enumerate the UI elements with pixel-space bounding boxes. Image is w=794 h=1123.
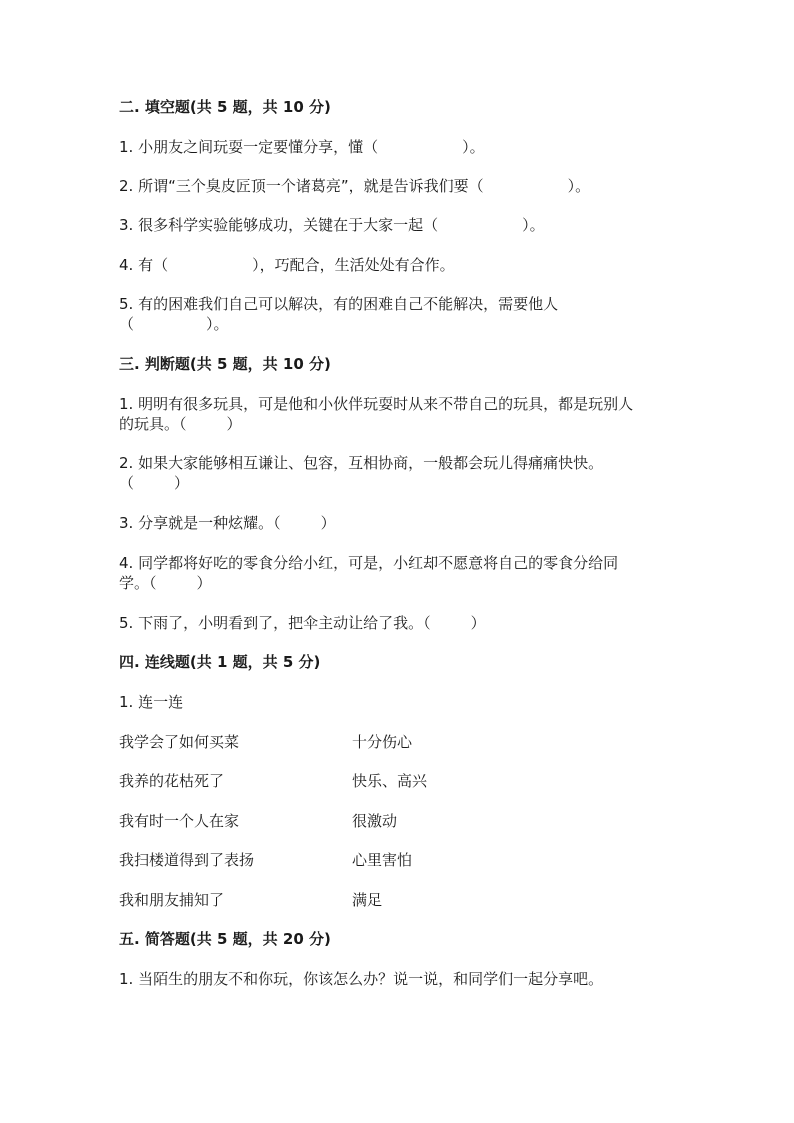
judge-question-4-line-2 [119, 573, 212, 593]
judge-question-3-end: ） [320, 514, 336, 532]
fill-question-1 [119, 137, 485, 157]
fill-question-3-text: 3. 很多科学实验能够成功，关键在于大家一起（ [119, 216, 439, 234]
judge-question-5-end: ） [470, 614, 486, 632]
match-left-item[interactable]: 我有时一个人在家 [119, 812, 240, 830]
fill-question-2 [119, 176, 590, 196]
short-answer-question-1: 1. 当陌生的朋友不和你玩，你该怎么办？说一说，和同学们一起分享吧。 [119, 970, 604, 988]
fill-question-3-end: ）。 [522, 216, 545, 234]
fill-question-2-end: ）。 [567, 177, 591, 195]
match-right-item[interactable]: 满足 [352, 891, 383, 909]
fill-question-4-end: ），巧配合，生活处处有合作。 [252, 256, 455, 274]
match-right-item[interactable]: 快乐、高兴 [352, 772, 428, 790]
fill-question-5-open: （ [119, 315, 135, 333]
judge-question-1-text: 的玩具。（ [119, 415, 187, 433]
section-3-heading: 三. 判断题(共 5 题，共 10 分) [119, 355, 331, 373]
judge-question-3 [119, 513, 336, 533]
match-left-item[interactable]: 我养的花枯死了 [119, 772, 225, 790]
fill-question-2-text: 2. 所谓“三个臭皮匠顶一个诸葛亮”，就是告诉我们要（ [119, 177, 484, 195]
match-right-item[interactable]: 很激动 [352, 812, 398, 830]
match-left-item[interactable]: 我扫楼道得到了表扬 [119, 851, 255, 869]
section-5-heading: 五. 简答题(共 5 题，共 20 分) [119, 930, 331, 948]
judge-question-5 [119, 613, 486, 633]
judge-question-1-end: ） [226, 415, 242, 433]
match-right-item[interactable]: 心里害怕 [352, 851, 413, 869]
judge-question-4-end: ） [196, 574, 212, 592]
section-4-heading: 四. 连线题(共 1 题，共 5 分) [119, 653, 321, 671]
judge-question-1-line-2 [119, 414, 242, 434]
fill-question-1-end: ）。 [462, 138, 485, 156]
fill-question-3 [119, 215, 545, 235]
section-2-heading: 二. 填空题(共 5 题，共 10 分) [119, 98, 331, 116]
judge-question-1-line-1: 1. 明明有很多玩具，可是他和小伙伴玩耍时从来不带自己的玩具，都是玩别人 [119, 395, 634, 413]
judge-question-2-line-1: 2. 如果大家能够相互谦让、包容，互相协商，一般都会玩儿得痛痛快快。 [119, 454, 604, 472]
match-right-item[interactable]: 十分伤心 [352, 733, 413, 751]
fill-question-5-line-1: 5. 有的困难我们自己可以解决，有的困难自己不能解决，需要他人 [119, 295, 559, 313]
match-left-item[interactable]: 我和朋友捕知了 [119, 891, 225, 909]
fill-question-1-text: 1. 小朋友之间玩耍一定要懂分享，懂（ [119, 138, 379, 156]
judge-question-3-text: 3. 分享就是一种炫耀。（ [119, 514, 281, 532]
match-left-item[interactable]: 我学会了如何买菜 [119, 733, 240, 751]
fill-question-5-line-2 [119, 314, 229, 334]
fill-question-4 [119, 255, 455, 275]
fill-question-4-text: 4. 有（ [119, 256, 169, 274]
judge-question-2-end: ） [174, 474, 190, 492]
judge-question-2-line-2 [119, 473, 189, 493]
judge-question-2-open: （ [119, 474, 135, 492]
judge-question-5-text: 5. 下雨了，小明看到了，把伞主动让给了我。（ [119, 614, 431, 632]
judge-question-4-line-1: 4. 同学都将好吃的零食分给小红，可是，小红却不愿意将自己的零食分给同 [119, 554, 619, 572]
match-question-label: 1. 连一连 [119, 693, 184, 711]
fill-question-5-end: ）。 [206, 315, 229, 333]
judge-question-4-text: 学。（ [119, 574, 157, 592]
